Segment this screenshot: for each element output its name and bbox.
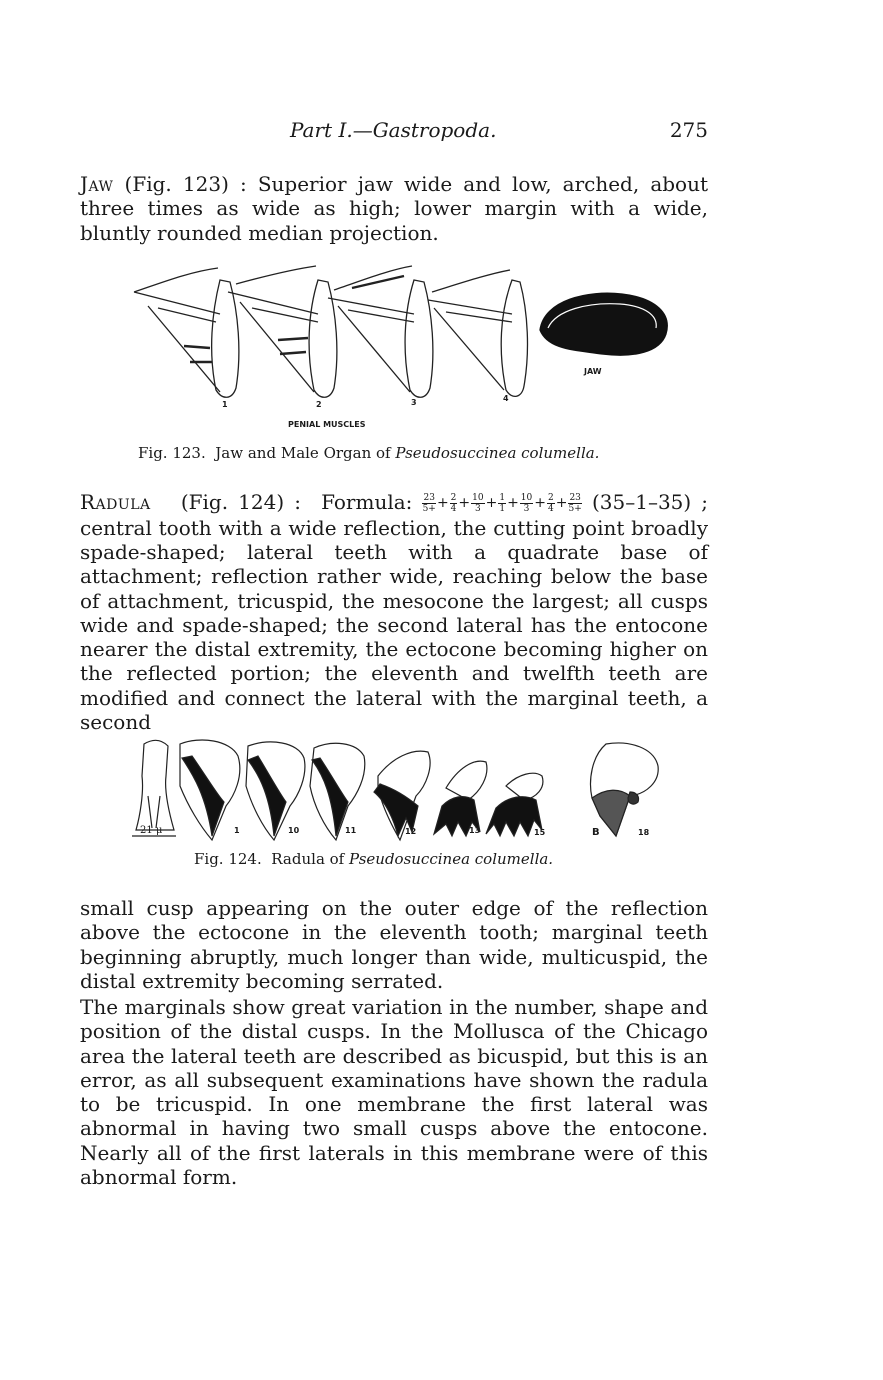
label-tooth-11: 11: [345, 826, 357, 835]
radula-fig-ref: (Fig. 124) :: [180, 490, 301, 514]
figure-123-number: Fig. 123.: [138, 444, 206, 462]
lateral-tooth-12: [374, 751, 430, 840]
continuation-paragraph: small cusp appearing on the outer edge of the reflection above the ectocone in the eleventh tooth; marginal teeth beginning abruptly, much longer than wide, multicuspid, the distal extremity becoming serrated.: [80, 896, 708, 993]
jaw-heading: Jaw: [80, 172, 114, 196]
male-organ-3: [328, 266, 433, 397]
label-tooth-10: 10: [288, 826, 300, 835]
label-tooth-12: 12: [405, 827, 417, 836]
figure-123-caption-text: Jaw and Male Organ of: [215, 444, 391, 462]
formula-term: $\frac{1}{1}$: [499, 493, 506, 514]
formula-term: $\frac{23}{5+}$: [422, 493, 436, 514]
central-tooth: [132, 740, 176, 836]
label-jaw: JAW: [584, 367, 602, 376]
label-tooth-b: B: [592, 827, 600, 838]
formula-term: $\frac{2}{4}$: [450, 493, 457, 514]
jaw-paragraph: [80, 172, 708, 245]
lateral-tooth-1: [180, 740, 240, 840]
running-head: Part I.—Gastropoda.: [290, 118, 497, 142]
radula-description: (35–1–35) ; central tooth with a wide reflection, the cutting point broadly spade-shaped; lateral teeth with a quadrate base of attachment; reflection rather wide, reaching below the base of attachment, tricuspid, the mesocone the largest; all cusps wide and spade-shaped; the second lateral has the entocone nearer the distal extremity, the ectocone becoming higher on the reflected portion; the eleventh and twelfth teeth are modified and connect the lateral with the marginal teeth, a second: [80, 490, 709, 735]
page-header: [80, 118, 708, 148]
label-organ-2: 2: [316, 400, 322, 409]
figure-124-caption-text: Radula of: [271, 850, 345, 868]
lateral-tooth-11: [310, 743, 365, 840]
label-tooth-13: 13: [469, 826, 481, 835]
formula-term: $\frac{10}{3}$: [520, 493, 533, 514]
male-organ-4: [428, 270, 527, 396]
figure-124-species: Pseudosuccinea columella.: [349, 850, 554, 868]
figure-123-illustration: [128, 262, 688, 432]
male-organ-1: [134, 268, 239, 397]
radula-heading: Radula: [80, 490, 151, 514]
label-tooth-1: 1: [234, 826, 240, 835]
figure-123-caption: [138, 444, 599, 462]
label-organ-1: 1: [222, 400, 228, 409]
page-number: 275: [669, 118, 708, 142]
figure-124-caption: [194, 850, 553, 868]
label-organ-4: 4: [503, 394, 509, 403]
marginal-tooth-13: [434, 761, 487, 836]
radula-paragraph: [80, 490, 708, 734]
formula-term: $\frac{10}{3}$: [472, 493, 484, 514]
marginal-tooth-15: [486, 773, 546, 837]
label-penial-muscles: PENIAL MUSCLES: [288, 420, 366, 429]
jaw-illustration: [540, 293, 667, 355]
formula-label: Formula:: [321, 490, 413, 514]
male-organ-2: [228, 266, 337, 397]
label-tooth-18: 18: [638, 828, 650, 837]
jaw-fig-ref: (Fig. 123) :: [113, 172, 247, 196]
scale-bar-label: 21 μ: [140, 825, 163, 836]
formula-term: $\frac{23}{5+}$: [568, 493, 582, 514]
marginal-tooth-18: [591, 743, 659, 836]
radula-formula: $\frac{23}{5+}$ + $\frac{2}{4}$ + $\frac{10}{3}$ + $\frac{1}{1}$ + $\frac{10}{3}$ + $\frac{2}{4}$ + $\frac{23}{5+}$: [422, 493, 582, 514]
formula-term: $\frac{2}{4}$: [547, 493, 554, 514]
jaw-description: Superior jaw wide and low, arched, about three times as wide as high; lower margin with a wide, bluntly rounded median projection.: [80, 172, 709, 245]
label-organ-3: 3: [411, 398, 417, 407]
figure-123-species: Pseudosuccinea columella.: [395, 444, 600, 462]
label-tooth-15: 15: [534, 828, 546, 837]
figure-124-number: Fig. 124.: [194, 850, 262, 868]
final-paragraph: The marginals show great variation in the number, shape and position of the distal cusps. In the Mollusca of the Chicago area the lateral teeth are described as bicuspid, but this is an error, as all subsequent examinations have shown the radula to be tricuspid. In one membrane the first lateral was abnormal in having two small cusps above the entocone. Nearly all of the first laterals in this membrane were of this abnormal form.: [80, 995, 708, 1190]
